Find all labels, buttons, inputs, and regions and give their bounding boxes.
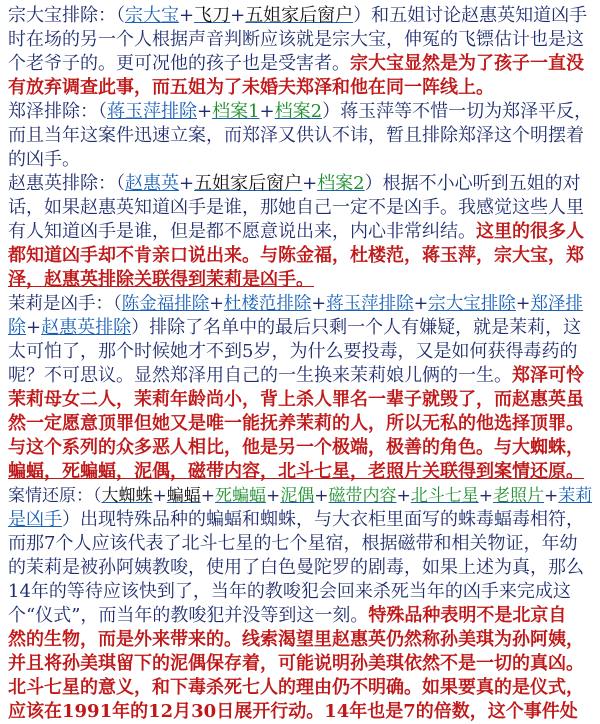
- text-segment: 宗大宝排除：（: [8, 5, 125, 26]
- text-line: [8, 364, 592, 388]
- text-segment: +: [413, 294, 429, 314]
- text-segment: ）蒋玉萍等不惜一切为郑泽平反，: [322, 101, 592, 122]
- text-segment: +: [152, 486, 167, 506]
- text-segment: 北斗七星的意义，和下毒杀死七人的理由仍不明确。如果要真的是仪式，: [8, 677, 584, 698]
- text-segment: 赵惠英排除: [41, 317, 132, 338]
- text-segment: 应该在1991年的12月30日展开行动。14年也是7的倍数，这个事件处: [8, 701, 578, 722]
- text-line: [8, 316, 592, 340]
- text-segment: ）排除了名单中的最后只剩一个人有嫌疑，就是茉莉，这: [131, 317, 582, 338]
- text-segment: +: [197, 101, 213, 122]
- text-line: [8, 604, 592, 628]
- text-segment: 这里的很多人: [476, 221, 584, 242]
- text-segment: +: [515, 294, 531, 314]
- text-line: [8, 652, 592, 676]
- text-segment: +: [179, 173, 195, 194]
- text-segment: +: [230, 5, 246, 26]
- text-segment: +: [200, 486, 215, 506]
- text-segment: +: [302, 173, 318, 194]
- text-segment: 飞刀: [194, 5, 231, 26]
- text-line: [8, 220, 592, 244]
- text-line: [8, 484, 592, 508]
- text-segment: 除: [8, 317, 26, 338]
- text-segment: 赵惠英: [125, 173, 179, 194]
- text-segment: 与这个系列的众多恶人相比，他是另一个极端，极善的角色。与大蜘蛛，: [8, 437, 584, 458]
- text-segment: 时在场的另一个人根据声音判断应该就是宗大宝，伸冤的飞镖估计也是这: [8, 29, 584, 50]
- text-line: [8, 268, 592, 292]
- text-segment: +: [396, 486, 411, 506]
- text-segment: 然的生物，而是外来带来的。线索渴望里赵惠英仍然称孙美琪为孙阿姨，: [8, 629, 584, 650]
- text-segment: 案情还原：（: [8, 486, 102, 506]
- text-segment: 的凶手。: [8, 149, 80, 170]
- text-segment: 泥偶: [280, 486, 315, 506]
- text-line: [8, 148, 592, 172]
- text-line: [8, 676, 592, 700]
- text-segment: 呢？不可思议。显然郑泽用自己的一生换来茉莉娘儿俩的一生。: [8, 365, 512, 386]
- text-line: [8, 532, 592, 556]
- text-segment: 杜楼范排除: [223, 294, 312, 314]
- text-segment: +: [266, 486, 281, 506]
- text-segment: 宗大宝: [125, 5, 179, 26]
- text-segment: 档案1: [212, 101, 260, 122]
- text-segment: 郑泽排除：（: [8, 101, 107, 122]
- text-line: [8, 52, 592, 76]
- text-segment: 郑泽排: [530, 294, 583, 314]
- text-segment: 而那7个人应该代表了北斗七星的七个星宿，根据磁带和相关物证，年幼: [8, 533, 578, 554]
- text-segment: +: [478, 486, 493, 506]
- text-segment: +: [179, 5, 195, 26]
- text-segment: 档案2: [317, 173, 365, 194]
- text-line: [8, 700, 592, 724]
- text-segment: 死蝙蝠: [215, 486, 266, 506]
- text-segment: 北斗七星: [410, 486, 479, 506]
- text-line: [8, 508, 592, 532]
- text-segment: 的茉莉是被孙阿姨教唆，使用了白色曼陀罗的剧毒，如果上述为真，那么: [8, 557, 584, 578]
- text-line: [8, 436, 592, 460]
- text-line: [8, 628, 592, 652]
- text-segment: 泽，赵惠英排除关联得到茉莉是凶手。: [8, 269, 314, 290]
- text-segment: 茉莉是凶手：（: [8, 294, 122, 314]
- text-segment: 老照片: [493, 486, 544, 506]
- text-segment: +: [26, 317, 42, 338]
- text-line: [8, 292, 592, 316]
- text-segment: +: [314, 486, 329, 506]
- text-line: [8, 4, 592, 28]
- text-segment: 档案2: [274, 101, 323, 122]
- text-line: [8, 460, 592, 484]
- text-segment: 磁带内容: [328, 486, 397, 506]
- text-segment: 宗大宝排除: [428, 294, 516, 314]
- text-segment: 有人知道凶手是谁，但是都不愿意说出来，内心非常纠结。: [8, 221, 476, 242]
- text-line: [8, 196, 592, 220]
- text-segment: ）和五姐讨论赵惠英知道凶手: [353, 5, 588, 26]
- text-segment: 蒋玉萍排除: [326, 294, 414, 314]
- text-segment: 五姐家后窗户: [245, 5, 354, 26]
- text-segment: 是凶手: [8, 509, 62, 530]
- text-line: [8, 172, 592, 196]
- document-page: [8, 0, 598, 721]
- text-segment: 有放弃调查此事，而五姐为了未婚夫郑泽和他在同一阵线上。: [8, 77, 494, 98]
- text-line: [8, 28, 592, 52]
- text-segment: +: [259, 101, 275, 122]
- text-segment: 蝙蝠，死蝙蝠，泥偶，磁带内容，北斗七星，老照片关联得到案情还原。: [8, 461, 584, 482]
- text-segment: 蒋玉萍排除: [107, 101, 197, 122]
- text-segment: 茉莉: [558, 486, 592, 506]
- text-line: [8, 244, 592, 268]
- text-segment: 都知道凶手却不肯亲口说出来。与陈金福，杜楼范，蒋玉萍，宗大宝，郑: [8, 245, 584, 266]
- text-segment: 个“仪式”，而当年的教唆犯并没等到这一刻。: [8, 605, 369, 626]
- text-line: [8, 76, 592, 100]
- text-segment: +: [209, 294, 224, 314]
- text-segment: +: [544, 486, 559, 506]
- text-line: [8, 340, 592, 364]
- text-segment: 而且当年这案件迅速立案，而郑泽又供认不讳，暂且排除郑泽这个明摆着: [8, 125, 584, 146]
- text-segment: 郑泽可怜: [512, 365, 584, 386]
- text-segment: 个老爷子的。更可况他的孩子也是受害者。: [8, 53, 350, 74]
- text-segment: 赵惠英排除：（: [8, 173, 125, 194]
- text-line: [8, 412, 592, 436]
- text-segment: ）根据不小心听到五姐的对: [364, 173, 581, 194]
- text-line: [8, 556, 592, 580]
- text-segment: 宗大宝显然是为了孩子一直没: [350, 53, 584, 74]
- text-line: [8, 388, 592, 412]
- text-segment: 太可怕了，那个时候她才不到5岁，为什么要投毒，又是如何获得毒药的: [8, 341, 578, 362]
- text-segment: 14年的等待应该快到了，当年的教唆犯会回来杀死当年的凶手来完成这: [8, 581, 571, 602]
- text-segment: 陈金福排除: [121, 294, 210, 314]
- text-line: [8, 124, 592, 148]
- text-segment: 并且将孙美琪留下的泥偶保存着，可能说明孙美琪依然不是一切的真凶。: [8, 653, 584, 674]
- text-segment: 蝙蝠: [166, 486, 201, 506]
- text-segment: 话，如果赵惠英知道凶手是谁，那她自己一定不是凶手。我感觉这些人里: [8, 197, 584, 218]
- text-segment: 特殊品种表明不是北京自: [368, 605, 567, 626]
- text-line: [8, 580, 592, 604]
- text-segment: +: [311, 294, 327, 314]
- text-segment: 五姐家后窗户: [194, 173, 303, 194]
- text-segment: 大蜘蛛: [101, 486, 153, 506]
- text-line: [8, 100, 592, 124]
- text-segment: 然一定愿意顶罪但她又是唯一能抚养茉莉的人，所以无私的他选择顶罪。: [8, 413, 584, 434]
- text-segment: ）出现特殊品种的蝙蝠和蜘蛛，与大衣柜里面写的蛛毒蝠毒相符，: [62, 509, 584, 530]
- text-segment: 茉莉母女二人，茉莉年龄尚小，背上杀人罪名一辈子就毁了，而赵惠英虽: [8, 389, 584, 410]
